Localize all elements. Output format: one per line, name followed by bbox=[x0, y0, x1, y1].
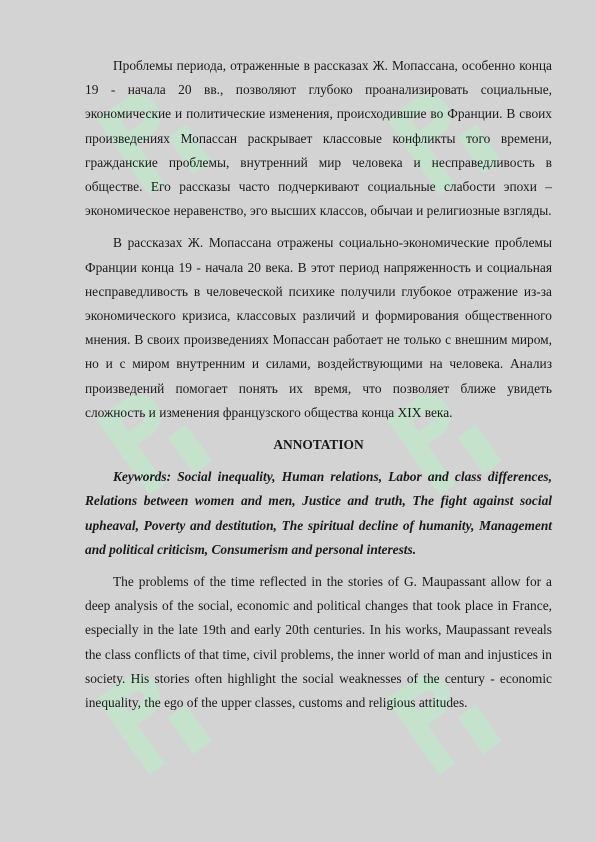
annotation-heading: ANNOTATION bbox=[273, 437, 364, 453]
paragraph-en: The problems of the time reflected in the stories of G. Maupassant allow for a deep analysis of the social, economic and political changes that took place in France, especially in the late 19th and early 20th centuries. In his works, Maupassant reveals the class conflicts of that time, civil problems, the inner world of man and injustices in society. His stories often highlight the social weaknesses of the century - economic inequality, the ego of the upper classes, customs and religious attitudes. bbox=[85, 574, 552, 711]
paragraph-ru-2: В рассказах Ж. Мопассана отражены социально-экономические проблемы Франции конца 19 - начала 20 века. В этот период напряженность и социальная несправедливость в человеческой психике получили глубокое отражение из-за экономического кризиса, классовых различий и формирования общественного мнения. В своих произведениях Мопассан работает не только с внешним миром, но и с миром внутренним и силами, воздействующими на человека. Анализ произведений помогает понять их время, что позволяет ближе увидеть сложность и изменения французского общества конца XIX века. bbox=[85, 235, 552, 420]
paragraph-ru-1: Проблемы периода, отраженные в рассказах Ж. Мопассана, особенно конца 19 - начала 20 вв., позволяют глубоко проанализировать социальные, экономические и политические изменения, происходившие во Франции. В своих произведениях Мопассан раскрывает классовые конфликты того времени, гражданские проблемы, внутренний мир человека и несправедливость в обществе. Его рассказы часто подчеркивают социальные слабости эпохи – экономическое неравенство, эго высших классов, обычаи и религиозные взгляды. bbox=[85, 58, 552, 219]
document-body bbox=[85, 54, 552, 723]
keywords-paragraph: Keywords: Social inequality, Human relations, Labor and class differences, Relations between women and men, Justice and truth, The fight against social upheaval, Poverty and destitution, The spiritual decline of humanity, Management and political criticism, Consumerism and personal interests. bbox=[85, 469, 552, 557]
